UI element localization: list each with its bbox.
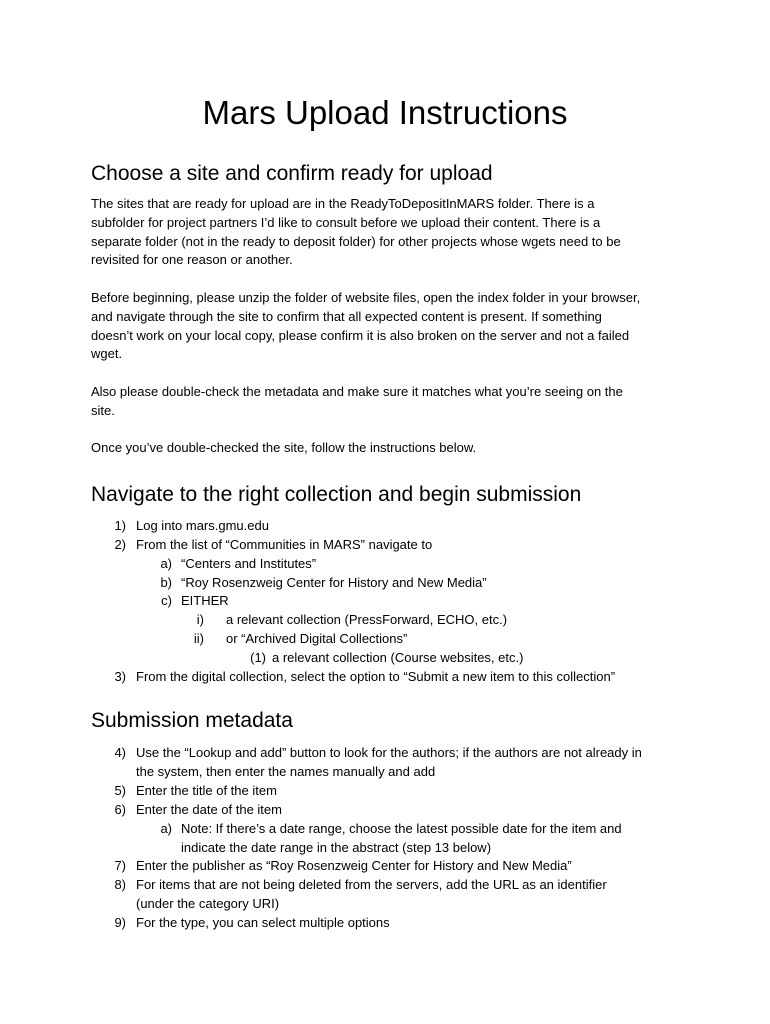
paragraph <box>91 439 691 458</box>
paragraph-line: and navigate through the site to confirm that all expected content is present. If something <box>91 308 602 324</box>
list-item-text: “Roy Rosenzweig Center for History and New Media” <box>181 575 487 590</box>
section-heading: Submission metadata <box>91 709 293 732</box>
list-item-continuation: (under the category URI) <box>136 896 280 911</box>
list-item-text: For items that are not being deleted from the servers, add the URL as an identifier <box>136 877 607 892</box>
list-item-text: For the type, you can select multiple options <box>136 915 390 930</box>
list-item-text: Log into mars.gmu.edu <box>136 518 269 533</box>
list-marker: 5) <box>114 783 126 798</box>
list-item-text: or “Archived Digital Collections” <box>226 631 408 646</box>
list-item-text: EITHER <box>181 593 229 608</box>
list-marker: 9) <box>114 915 126 930</box>
list-marker: 7) <box>114 858 126 873</box>
list-marker: 1) <box>114 518 126 533</box>
list-item-continuation: indicate the date range in the abstract (step 13 below) <box>181 840 492 855</box>
list-marker: (1) <box>250 650 266 665</box>
paragraph-line: Before beginning, please unzip the folder of website files, open the index folder in your browser, <box>91 290 641 305</box>
list-marker: i) <box>196 612 204 627</box>
list-item-text: Use the “Lookup and add” button to look for the authors; if the authors are not already in <box>136 745 642 760</box>
list-item-text: Enter the date of the item <box>136 802 282 817</box>
list-marker: 8) <box>114 877 126 892</box>
section-heading: Navigate to the right collection and begin submission <box>91 483 582 506</box>
paragraph-line: doesn’t work on your local copy, please confirm it is also broken on the server and not a failed <box>91 327 630 343</box>
list-marker: 6) <box>114 802 126 817</box>
list-marker: 2) <box>114 537 126 552</box>
section-heading: Choose a site and confirm ready for upload <box>91 162 493 185</box>
list-item-text: a relevant collection (PressForward, ECHO, etc.) <box>226 612 508 627</box>
paragraph-line: Once you’ve double-checked the site, follow the instructions below. <box>91 440 477 455</box>
paragraph-line: subfolder for project partners I’d like to consult before we upload their content. There is a <box>91 214 601 230</box>
list-marker: 4) <box>114 745 126 760</box>
paragraph-line: Also please double-check the metadata and make sure it matches what you’re seeing on the <box>91 384 623 399</box>
list-marker: ii) <box>193 631 204 646</box>
list-marker: 3) <box>114 669 126 684</box>
list-marker: a) <box>160 556 172 571</box>
list-item-continuation: the system, then enter the names manually and add <box>136 764 436 779</box>
paragraph-line: wget. <box>91 346 123 362</box>
list-marker: c) <box>161 593 172 608</box>
paragraph-line: revisited for one reason or another. <box>91 252 293 268</box>
list-item-text: From the list of “Communities in MARS” navigate to <box>136 537 433 552</box>
list-item-text: a relevant collection (Course websites, etc.) <box>272 650 524 665</box>
list-item-text: Enter the title of the item <box>136 783 277 798</box>
list-item-text: Note: If there’s a date range, choose the latest possible date for the item and <box>181 821 622 836</box>
list-marker: a) <box>160 821 172 836</box>
document-title: Mars Upload Instructions <box>202 94 568 131</box>
paragraph-line: site. <box>91 402 115 418</box>
paragraph-line: separate folder (not in the ready to deposit folder) for other projects whose wgets need to be <box>91 233 621 249</box>
paragraph <box>91 195 691 270</box>
paragraph-line: The sites that are ready for upload are in the ReadyToDepositInMARS folder. There is a <box>91 196 595 211</box>
paragraph <box>91 383 691 421</box>
list-marker: b) <box>160 575 172 590</box>
list-item-text: From the digital collection, select the option to “Submit a new item to this collection” <box>136 669 616 684</box>
list-item-text: “Centers and Institutes” <box>181 556 317 571</box>
list-item-text: Enter the publisher as “Roy Rosenzweig Center for History and New Media” <box>136 858 572 873</box>
paragraph <box>91 289 691 364</box>
